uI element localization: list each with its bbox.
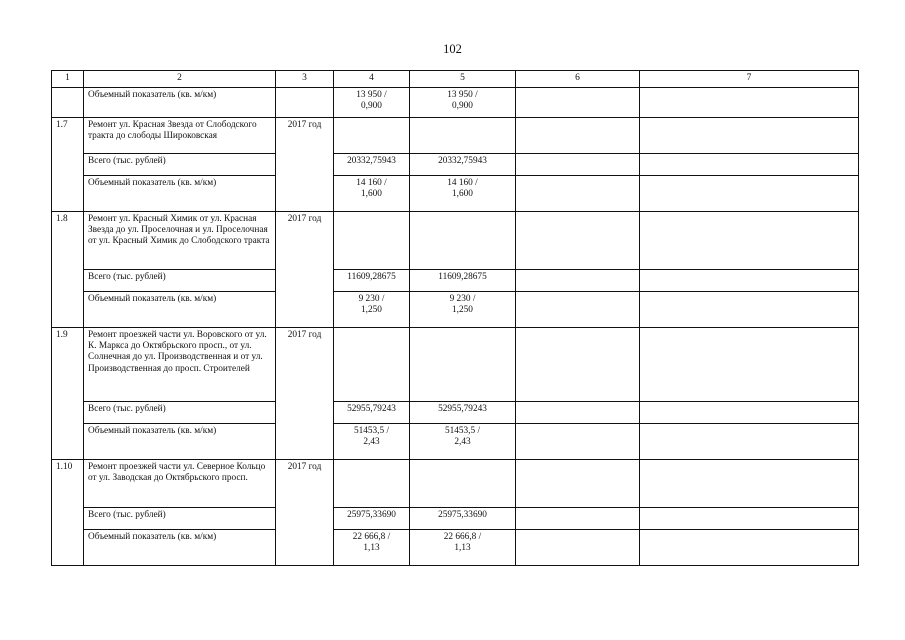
empty-cell-col6 (516, 154, 640, 176)
value-cell-col4 (334, 270, 410, 292)
item-description-cell: Всего (тыс. рублей) (84, 402, 276, 424)
period-cell: 2017 год (276, 460, 334, 566)
empty-cell-col7 (640, 328, 859, 402)
item-description-cell: Объемный показатель (кв. м/км) (84, 292, 276, 328)
value-line: 1,600 (452, 189, 473, 200)
table-row (52, 424, 859, 460)
value-line: 9 230 / (358, 294, 385, 304)
value-line: 51453,5 / (444, 426, 481, 436)
value-cell-col5 (410, 424, 516, 460)
value-cell-col5 (410, 118, 516, 154)
value-cell-col4 (334, 328, 410, 402)
value-line: 52955,79243 (347, 404, 396, 414)
value-line: 0,900 (452, 101, 473, 112)
column-header: 2 (84, 71, 276, 88)
table-row (52, 270, 859, 292)
table-row (52, 508, 859, 530)
page-number: 102 (443, 42, 462, 56)
value-line: 22 666,8 / (443, 532, 482, 542)
empty-cell-col6 (516, 424, 640, 460)
value-line: 9 230 / (449, 294, 476, 304)
column-header: 5 (410, 71, 516, 88)
empty-cell-col6 (516, 402, 640, 424)
value-cell-col5 (410, 292, 516, 328)
value-cell-col4 (334, 212, 410, 270)
value-cell-col5 (410, 154, 516, 176)
period-cell: 2017 год (276, 118, 334, 212)
value-line: 22 666,8 / (352, 532, 391, 542)
value-line: 1,600 (361, 189, 382, 200)
item-description-cell: Ремонт ул. Красный Химик от ул. Красная Звезда до ул. Проселочная и ул. Проселочная от ул. Красный Химик до Слободского тракта (84, 212, 276, 270)
value-line: 51453,5 / (353, 426, 390, 436)
value-line: 0,900 (361, 101, 382, 112)
column-header: 7 (640, 71, 859, 88)
column-header: 4 (334, 71, 410, 88)
empty-cell-col6 (516, 270, 640, 292)
value-cell-col5 (410, 402, 516, 424)
column-number-row (52, 71, 859, 88)
item-description-cell: Ремонт ул. Красная Звезда от Слободского тракта до слободы Широковская (84, 118, 276, 154)
empty-cell-col6 (516, 508, 640, 530)
empty-cell-col7 (640, 154, 859, 176)
value-line: 2,43 (363, 437, 380, 448)
value-line: 20332,75943 (438, 156, 487, 166)
table-row (52, 154, 859, 176)
value-line: 2,43 (454, 437, 471, 448)
empty-cell-col7 (640, 292, 859, 328)
table-row (52, 88, 859, 118)
value-cell-col4 (334, 176, 410, 212)
value-cell-col4 (334, 508, 410, 530)
value-cell-col5 (410, 88, 516, 118)
empty-cell-col7 (640, 118, 859, 154)
value-cell-col4 (334, 118, 410, 154)
item-description-cell: Объемный показатель (кв. м/км) (84, 530, 276, 566)
table-row (52, 212, 859, 270)
item-description-cell: Всего (тыс. рублей) (84, 508, 276, 530)
period-cell: 2017 год (276, 328, 334, 460)
table-row (52, 176, 859, 212)
value-cell-col4 (334, 88, 410, 118)
column-header: 6 (516, 71, 640, 88)
table-row (52, 292, 859, 328)
value-cell-col4 (334, 530, 410, 566)
empty-cell-col6 (516, 118, 640, 154)
item-number-cell: 1.7 (52, 118, 84, 212)
work-program-table (51, 70, 859, 566)
value-line: 11609,28675 (438, 272, 487, 282)
item-description-cell: Ремонт проезжей части ул. Северное Кольцо от ул. Заводская до Октябрьского просп. (84, 460, 276, 508)
value-line: 1,250 (361, 305, 382, 316)
value-cell-col5 (410, 508, 516, 530)
item-number-cell: 1.9 (52, 328, 84, 460)
value-cell-col5 (410, 176, 516, 212)
empty-cell-col6 (516, 460, 640, 508)
value-line: 25975,33690 (438, 510, 487, 520)
empty-cell-col7 (640, 212, 859, 270)
item-description-cell: Объемный показатель (кв. м/км) (84, 176, 276, 212)
value-line: 13 950 / (356, 90, 387, 100)
value-line: 1,13 (454, 543, 471, 554)
empty-cell-col6 (516, 88, 640, 118)
empty-cell-col7 (640, 88, 859, 118)
empty-cell-col7 (640, 424, 859, 460)
item-description-cell: Объемный показатель (кв. м/км) (84, 88, 276, 118)
value-line: 1,13 (363, 543, 380, 554)
value-cell-col4 (334, 292, 410, 328)
period-cell (276, 88, 334, 118)
item-number-cell: 1.10 (52, 460, 84, 566)
empty-cell-col7 (640, 270, 859, 292)
value-cell-col4 (334, 402, 410, 424)
value-line: 25975,33690 (347, 510, 396, 520)
value-line: 13 950 / (447, 90, 478, 100)
empty-cell-col7 (640, 176, 859, 212)
item-number-cell: 1.8 (52, 212, 84, 328)
value-line: 1,250 (452, 305, 473, 316)
table-row (52, 460, 859, 508)
table-row (52, 118, 859, 154)
value-line: 14 160 / (447, 178, 478, 188)
empty-cell-col7 (640, 402, 859, 424)
empty-cell-col7 (640, 508, 859, 530)
value-cell-col5 (410, 212, 516, 270)
empty-cell-col6 (516, 212, 640, 270)
empty-cell-col6 (516, 176, 640, 212)
table-row (52, 328, 859, 402)
value-cell-col4 (334, 424, 410, 460)
value-cell-col4 (334, 154, 410, 176)
value-line: 20332,75943 (347, 156, 396, 166)
value-cell-col5 (410, 328, 516, 402)
value-line: 14 160 / (356, 178, 387, 188)
value-cell-col5 (410, 270, 516, 292)
value-cell-col4 (334, 460, 410, 508)
empty-cell-col7 (640, 460, 859, 508)
empty-cell-col7 (640, 530, 859, 566)
table-row (52, 402, 859, 424)
value-cell-col5 (410, 460, 516, 508)
column-header: 1 (52, 71, 84, 88)
item-description-cell: Всего (тыс. рублей) (84, 270, 276, 292)
item-description-cell: Ремонт проезжей части ул. Воровского от ул. К. Маркса до Октябрьского просп., от ул. Солнечная до ул. Производственная и от ул. Производственная до просп. Строителей (84, 328, 276, 402)
column-header: 3 (276, 71, 334, 88)
item-description-cell: Объемный показатель (кв. м/км) (84, 424, 276, 460)
empty-cell-col6 (516, 328, 640, 402)
value-cell-col5 (410, 530, 516, 566)
value-line: 11609,28675 (347, 272, 396, 282)
item-description-cell: Всего (тыс. рублей) (84, 154, 276, 176)
empty-cell-col6 (516, 530, 640, 566)
table-row (52, 530, 859, 566)
value-line: 52955,79243 (438, 404, 487, 414)
empty-cell-col6 (516, 292, 640, 328)
period-cell: 2017 год (276, 212, 334, 328)
item-number-cell (52, 88, 84, 118)
